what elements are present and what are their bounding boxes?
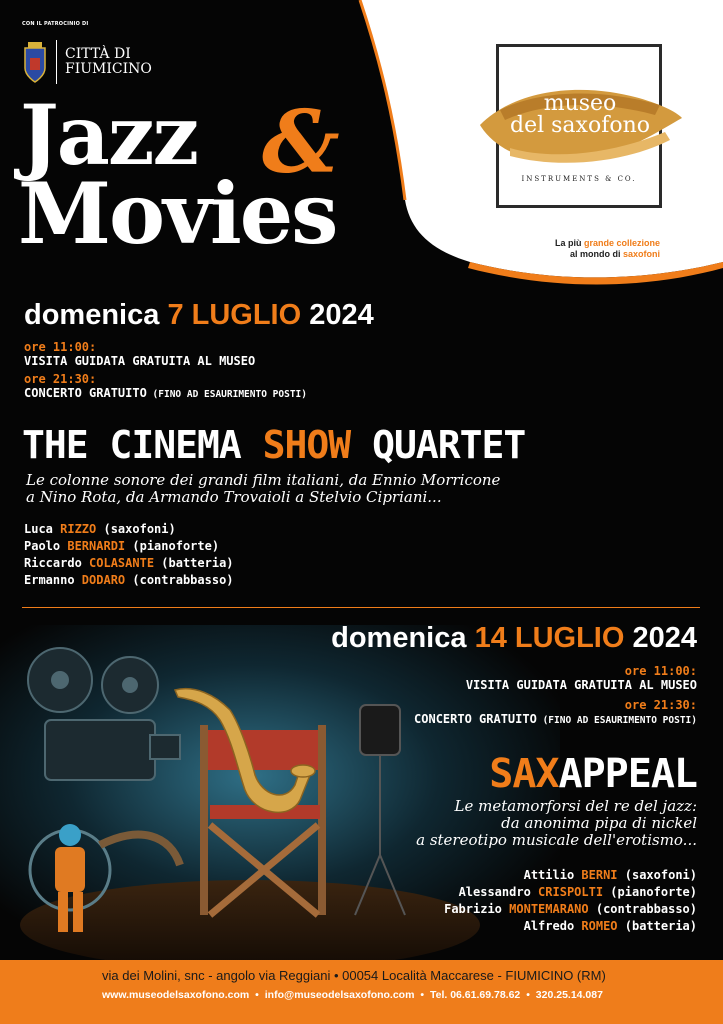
mobile-number: 320.25.14.087 xyxy=(535,989,603,1001)
performer: Ermanno DODARO (contrabbasso) xyxy=(24,573,234,587)
museum-name: museo del saxofono xyxy=(510,91,650,138)
title-ampersand: & xyxy=(262,92,340,193)
event1-activity1: VISITA GUIDATA GRATUITA AL MUSEO xyxy=(24,354,256,368)
event2-artist: SAXAPPEAL xyxy=(489,751,697,797)
event2-activity1: VISITA GUIDATA GRATUITA AL MUSEO xyxy=(465,678,697,692)
municipality-divider xyxy=(56,40,57,84)
performer: Riccardo COLASANTE (batteria) xyxy=(24,556,234,570)
title-jazz: Jazz xyxy=(20,88,198,184)
performer: Alfredo ROMEO (batteria) xyxy=(523,919,697,933)
event2-schedule xyxy=(414,664,697,732)
event2-performers xyxy=(444,868,697,936)
title-movies: Movies xyxy=(18,164,337,263)
performer: Alessandro CRISPOLTI (pianoforte) xyxy=(458,885,697,899)
patronage-label: CON IL PATROCINIO DI xyxy=(22,21,89,27)
city-crest-icon xyxy=(22,40,48,84)
event2-time1: ore 11:00: xyxy=(624,664,697,678)
event2-description: Le metamorforsi del re del jazz: da anonima pipa di nickel a stereotipo musicale dell'erotismo... xyxy=(416,797,697,849)
footer-address: via dei Molini, snc - angolo via Reggiani • 00054 Località Maccarese - FIUMICINO (RM) xyxy=(102,968,606,983)
event2-date: domenica 14 LUGLIO 2024 xyxy=(331,622,697,654)
performer: Luca RIZZO (saxofoni) xyxy=(24,522,176,536)
event1-schedule xyxy=(24,340,307,406)
municipality-name: CITTÀ DI FIUMICINO xyxy=(65,46,152,77)
event1-time1: ore 11:00: xyxy=(24,340,97,354)
email-link[interactable]: info@museodelsaxofono.com xyxy=(264,989,415,1001)
event1-activity2: CONCERTO GRATUITO (FINO AD ESAURIMENTO POSTI) xyxy=(24,386,307,400)
performer: Fabrizio MONTEMARANO (contrabbasso) xyxy=(444,902,697,916)
event1-date: domenica 7 LUGLIO 2024 xyxy=(24,299,374,331)
event2-time2: ore 21:30: xyxy=(624,698,697,712)
museum-subtitle: INSTRUMENTS & CO. xyxy=(521,175,637,183)
event1-performers xyxy=(24,522,234,590)
section-divider xyxy=(22,607,700,608)
website-link[interactable]: www.museodelsaxofono.com xyxy=(102,989,250,1001)
event1-description: Le colonne sonore dei grandi film italiani, da Ennio Morricone a Nino Rota, da Armando Trovaioli a Stelvio Cipriani... xyxy=(26,471,501,506)
footer-contacts: www.museodelsaxofono.com • info@museodelsaxofono.com • Tel. 06.61.69.78.62 • 320.25.14.087 xyxy=(102,989,603,1001)
phone-number: Tel. 06.61.69.78.62 xyxy=(429,989,521,1001)
event2-activity2: CONCERTO GRATUITO (FINO AD ESAURIMENTO POSTI) xyxy=(414,712,697,726)
performer: Attilio BERNI (saxofoni) xyxy=(523,868,697,882)
museum-tagline: La più grande collezione al mondo di saxofoni xyxy=(554,238,660,259)
event1-artist: THE CINEMA SHOW QUARTET xyxy=(22,423,526,467)
event1-time2: ore 21:30: xyxy=(24,372,97,386)
performer: Paolo BERNARDI (pianoforte) xyxy=(24,539,220,553)
municipality-logo xyxy=(22,40,165,84)
